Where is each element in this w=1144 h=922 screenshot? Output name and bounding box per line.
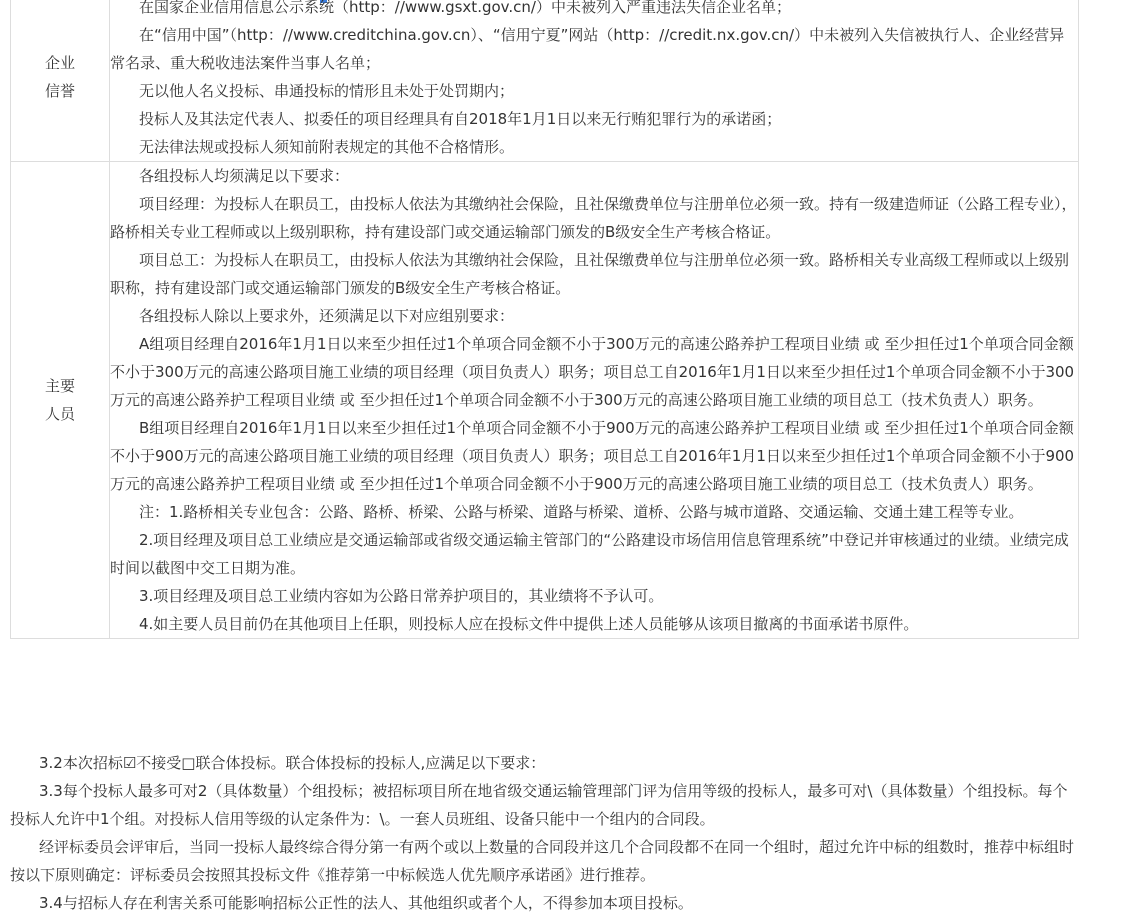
row-content-personnel: [110, 162, 1079, 639]
paragraph: 在国家企业信用信息公示系统（http：//www.gsxt.gov.cn/）中未被列入严重违法失信企业名单；: [139, 0, 791, 16]
table-row-personnel: [11, 162, 1079, 639]
paragraph: 3.项目经理及项目总工业绩内容如为公路日常养护项目的，其业绩将不予认可。: [139, 587, 664, 605]
row-label-personnel: [11, 162, 110, 639]
paragraph: 2.项目经理及项目总工业绩应是交通运输部或省级交通运输主管部门的“公路建设市场信用信息管理系统”中登记并审核通过的业绩。业绩完成时间以截图中交工日期为准。: [110, 531, 1069, 577]
paragraph: 无法律法规或投标人须知前附表规定的其他不合格情形。: [139, 138, 515, 156]
paragraph: B组项目经理自2016年1月1日以来至少担任过1个单项合同金额不小于900万元的高速公路养护工程项目业绩 或 至少担任过1个单项合同金额不小于900万元的高速公路项目施工业绩的项目经理（项目负责人）职务；项目总工自2016年1月1日以来至少担任过1个单项合同金额不小于900万元的高速公路养护工程项目业绩 或 至少担任过1个单项合同金额不小于900万元的高速公路项目施工业绩的项目总工（技术负责人）职务。: [110, 419, 1075, 493]
paragraph: 3.3每个投标人最多可对2（具体数量）个组投标；被招标项目所在地省级交通运输管理部门评为信用等级的投标人，最多可对\（具体数量）个组投标。每个投标人允许中1个组。对投标人信用等级的认定条件为：\。一套人员班组、设备只能中一个组内的合同段。: [10, 782, 1068, 828]
label-line: 主要: [44, 377, 75, 395]
paragraph: 各组投标人除以上要求外，还须满足以下对应组别要求：: [139, 307, 515, 325]
requirements-table: [10, 0, 1079, 639]
paragraph: 在“信用中国”（http：//www.creditchina.gov.cn）、“信用宁夏”网站（http：//credit.nx.gov.cn/）中未被列入失信被执行人、企业经营异常名录、重大税收违法案件当事人名单；: [110, 26, 1065, 72]
post-table-text: [10, 749, 1079, 917]
label-line: 人员: [44, 405, 75, 423]
row-label-credit: [11, 0, 110, 162]
row-content-credit: [110, 0, 1079, 162]
paragraph: 注：1.路桥相关专业包含：公路、路桥、桥梁、公路与桥梁、道路与桥梁、道桥、公路与城市道路、交通运输、交通土建工程等专业。: [139, 503, 1024, 521]
table-row-credit: [11, 0, 1079, 162]
paragraph: A组项目经理自2016年1月1日以来至少担任过1个单项合同金额不小于300万元的高速公路养护工程项目业绩 或 至少担任过1个单项合同金额不小于300万元的高速公路项目施工业绩的项目经理（项目负责人）职务；项目总工自2016年1月1日以来至少担任过1个单项合同金额不小于300万元的高速公路养护工程项目业绩 或 至少担任过1个单项合同金额不小于300万元的高速公路项目施工业绩的项目总工（技术负责人）职务。: [110, 335, 1075, 409]
paragraph: 经评标委员会评审后，当同一投标人最终综合得分第一有两个或以上数量的合同段并这几个合同段都不在同一个组时，超过允许中标的组数时，推荐中标组时按以下原则确定：评标委员会按照其投标文件《推荐第一中标候选人优先顺序承诺函》进行推荐。: [10, 838, 1075, 884]
paragraph: 4.如主要人员目前仍在其他项目上任职，则投标人应在投标文件中提供上述人员能够从该项目撤离的书面承诺书原件。: [139, 615, 919, 633]
label-line: 企业: [44, 54, 75, 72]
paragraph: 投标人及其法定代表人、拟委任的项目经理具有自2018年1月1日以来无行贿犯罪行为的承诺函；: [139, 110, 782, 128]
paragraph: 项目总工：为投标人在职员工，由投标人依法为其缴纳社会保险，且社保缴费单位与注册单位必须一致。路桥相关专业高级工程师或以上级别职称，持有建设部门或交通运输部门颁发的B级安全生产考核合格证。: [110, 251, 1070, 297]
label-line: 信誉: [44, 82, 75, 100]
paragraph: 项目经理：为投标人在职员工，由投标人依法为其缴纳社会保险，且社保缴费单位与注册单位必须一致。持有一级建造师证（公路工程专业），路桥相关专业工程师或以上级别职称，持有建设部门或交通运输部门颁发的B级安全生产考核合格证。: [110, 195, 1077, 241]
paragraph: 3.2本次招标☑不接受□联合体投标。联合体投标的投标人,应满足以下要求：: [39, 754, 546, 772]
paragraph: 各组投标人均须满足以下要求：: [139, 167, 350, 185]
paragraph: 无以他人名义投标、串通投标的情形且未处于处罚期内；: [139, 82, 515, 100]
paragraph: 3.4与招标人存在利害关系可能影响招标公正性的法人、其他组织或者个人，不得参加本项目投标。: [39, 894, 693, 912]
